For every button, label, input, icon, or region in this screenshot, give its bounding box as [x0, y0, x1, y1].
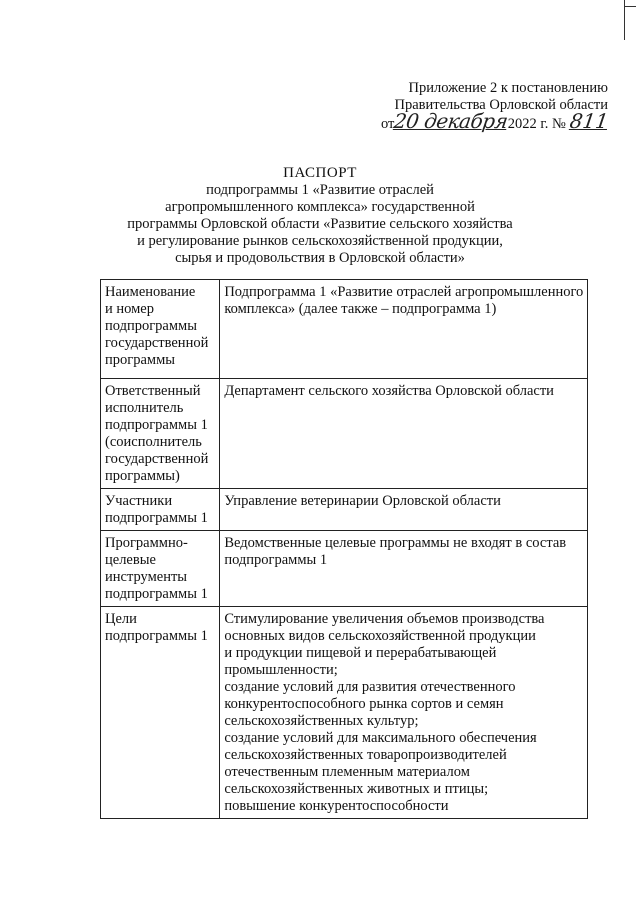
table-row: [101, 489, 588, 531]
row-value-line: Подпрограмма 1 «Развитие отраслей агропромышленного: [224, 284, 584, 300]
row-label-line: и номер: [105, 301, 154, 317]
row-label-line: исполнитель: [105, 400, 184, 416]
row-value-line: Управление ветеринарии Орловской области: [224, 493, 501, 509]
row-value-line: сельскохозяйственных товаропроизводителей: [224, 747, 507, 763]
row-label-line: инструменты: [105, 569, 188, 585]
row-label-line: программы): [105, 468, 180, 484]
row-label-line: Программно-: [105, 535, 188, 551]
row-label-cell: [101, 379, 220, 489]
row-value-cell: [220, 280, 588, 379]
title-line: программы Орловской области «Развитие сельского хозяйства: [127, 216, 513, 232]
row-value-line: промышленности;: [224, 662, 338, 678]
row-label-line: (соисполнитель: [105, 434, 202, 450]
title-line: агропромышленного комплекса» государственной: [165, 199, 475, 215]
table-row: [101, 607, 588, 819]
appendix-year: 2022 г. №: [507, 116, 566, 132]
row-value-cell: [220, 489, 588, 531]
appendix-line-1: Приложение 2 к постановлению: [408, 80, 608, 96]
row-value-cell: [220, 379, 588, 489]
row-label-cell: [101, 280, 220, 379]
row-label-line: подпрограммы 1: [105, 628, 208, 644]
row-label-line: государственной: [105, 451, 209, 467]
appendix-date-prefix: от: [380, 116, 395, 132]
row-value-line: Департамент сельского хозяйства Орловской области: [224, 383, 554, 399]
row-value-line: сельскохозяйственных животных и птицы;: [224, 781, 489, 797]
row-label-cell: [101, 607, 220, 819]
row-label-line: подпрограммы: [105, 318, 197, 334]
row-label-line: подпрограммы 1: [105, 417, 208, 433]
handwritten-date: 20 декабря: [392, 109, 510, 133]
row-label-cell: [101, 489, 220, 531]
table-row: [101, 379, 588, 489]
row-label-line: Цели: [105, 611, 137, 627]
row-value-line: повышение конкурентоспособности: [224, 798, 449, 814]
title-line: подпрограммы 1 «Развитие отраслей: [206, 182, 434, 198]
row-label-line: программы: [105, 352, 175, 368]
row-label-line: подпрограммы 1: [105, 586, 208, 602]
row-value-line: комплекса» (далее также – подпрограмма 1): [224, 301, 497, 317]
title-line: сырья и продовольствия в Орловской области»: [175, 250, 465, 266]
title-line: и регулирование рынков сельскохозяйственной продукции,: [137, 233, 503, 249]
row-value-line: Ведомственные целевые программы не входят в состав: [224, 535, 567, 551]
appendix-line-3: [318, 109, 610, 133]
row-label-line: Участники: [105, 493, 173, 509]
row-value-cell: [220, 531, 588, 607]
page-corner-mark: [624, 0, 639, 40]
row-label-line: государственной: [105, 335, 209, 351]
row-value-line: создание условий для максимального обеспечения: [224, 730, 537, 746]
handwritten-number: 811: [568, 109, 610, 133]
title-heading: ПАСПОРТ: [283, 165, 357, 181]
document-title: [110, 165, 530, 267]
row-label-line: целевые: [105, 552, 156, 568]
row-label-line: Ответственный: [105, 383, 201, 399]
appendix-block: [318, 80, 608, 133]
row-value-line: и продукции пищевой и перерабатывающей: [224, 645, 497, 661]
row-value-cell: [220, 607, 588, 819]
row-value-line: Стимулирование увеличения объемов производства: [224, 611, 545, 627]
table-row: [101, 280, 588, 379]
row-value-line: подпрограммы 1: [224, 552, 328, 568]
row-label-line: Наименование: [105, 284, 196, 300]
row-label-cell: [101, 531, 220, 607]
row-value-line: отечественным племенным материалом: [224, 764, 470, 780]
row-value-line: конкурентоспособного рынка сортов и семян: [224, 696, 504, 712]
passport-table: [100, 279, 588, 819]
row-value-line: основных видов сельскохозяйственной продукции: [224, 628, 536, 644]
appendix-line-2: Правительства Орловской области: [394, 97, 608, 113]
row-value-line: создание условий для развития отечественного: [224, 679, 516, 695]
row-value-line: сельскохозяйственных культур;: [224, 713, 419, 729]
row-label-line: подпрограммы 1: [105, 510, 208, 526]
table-row: [101, 531, 588, 607]
